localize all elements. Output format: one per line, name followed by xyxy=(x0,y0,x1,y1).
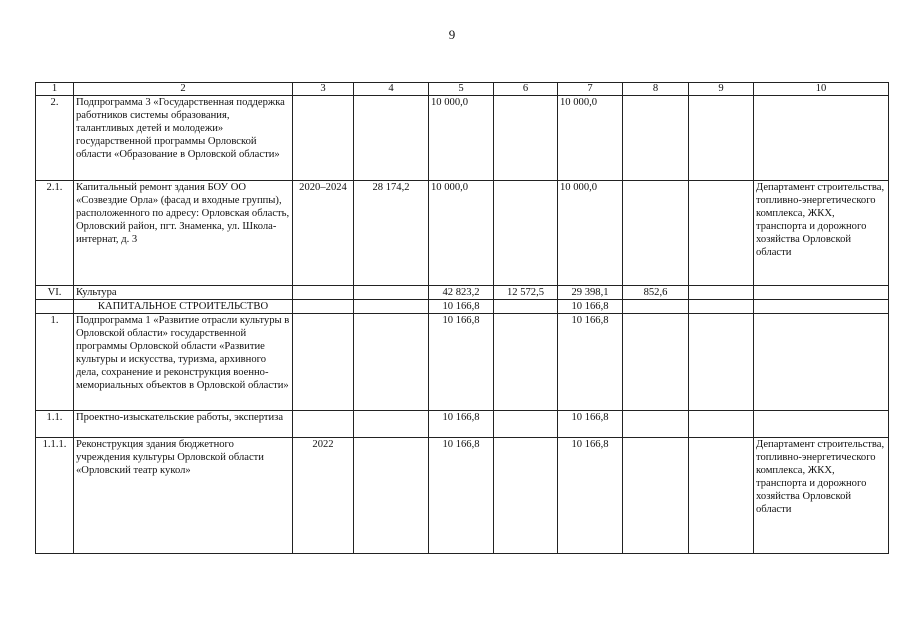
col7-cell: 10 000,0 xyxy=(558,181,623,286)
col5-cell: 42 823,2 xyxy=(429,286,494,300)
years-cell: 2022 xyxy=(293,438,354,554)
col8-cell xyxy=(623,181,689,286)
column-header: 8 xyxy=(623,83,689,96)
col7-cell: 29 398,1 xyxy=(558,286,623,300)
col7-cell: 10 166,8 xyxy=(558,300,623,314)
department-cell: Департамент строительства, топливно-энергетического комплекса, ЖКХ, транспорта и дорожного хозяйства Орловской области xyxy=(754,438,889,554)
item-name: Подпрограмма 1 «Развитие отрасли культуры в Орловской области» государственной программы Орловской области «Развитие культуры и искусства, туризма, архивного дела, сохранение и реконструкция военно-мемориальных объектов в Орловской области» xyxy=(74,314,293,411)
col8-cell xyxy=(623,96,689,181)
item-name: Подпрограмма 3 «Государственная поддержка работников системы образования, талантливых детей и молодежи» государственной программы Орловской области «Образование в Орловской области» xyxy=(74,96,293,181)
item-name: Реконструкция здания бюджетного учреждения культуры Орловской области «Орловский театр кукол» xyxy=(74,438,293,554)
col9-cell xyxy=(689,96,754,181)
table-row xyxy=(36,314,889,411)
col4-cell xyxy=(354,96,429,181)
col4-cell: 28 174,2 xyxy=(354,181,429,286)
col7-cell: 10 000,0 xyxy=(558,96,623,181)
col4-cell xyxy=(354,411,429,438)
department-cell xyxy=(754,411,889,438)
column-header: 7 xyxy=(558,83,623,96)
col9-cell xyxy=(689,411,754,438)
col7-cell: 10 166,8 xyxy=(558,314,623,411)
column-header: 4 xyxy=(354,83,429,96)
col8-cell xyxy=(623,411,689,438)
col5-cell: 10 166,8 xyxy=(429,314,494,411)
row-number: 2. xyxy=(36,96,74,181)
col6-cell xyxy=(494,314,558,411)
col6-cell xyxy=(494,96,558,181)
col9-cell xyxy=(689,314,754,411)
col9-cell xyxy=(689,438,754,554)
col5-cell: 10 166,8 xyxy=(429,300,494,314)
table-row xyxy=(36,286,889,300)
column-header: 10 xyxy=(754,83,889,96)
page-number: 9 xyxy=(448,27,456,42)
row-number: 1. xyxy=(36,314,74,411)
col6-cell xyxy=(494,438,558,554)
col5-cell: 10 000,0 xyxy=(429,96,494,181)
column-header: 3 xyxy=(293,83,354,96)
years-cell: 2020–2024 xyxy=(293,181,354,286)
item-name: Проектно-изыскательские работы, экспертиза xyxy=(74,411,293,438)
col9-cell xyxy=(689,300,754,314)
col6-cell xyxy=(494,181,558,286)
department-cell: Департамент строительства, топливно-энергетического комплекса, ЖКХ, транспорта и дорожного хозяйства Орловской области xyxy=(754,181,889,286)
years-cell xyxy=(293,300,354,314)
item-name: Культура xyxy=(74,286,293,300)
department-cell xyxy=(754,300,889,314)
col8-cell xyxy=(623,300,689,314)
col4-cell xyxy=(354,314,429,411)
row-number: VI. xyxy=(36,286,74,300)
col9-cell xyxy=(689,181,754,286)
col5-cell: 10 166,8 xyxy=(429,411,494,438)
years-cell xyxy=(293,96,354,181)
col6-cell xyxy=(494,411,558,438)
department-cell xyxy=(754,314,889,411)
col8-cell: 852,6 xyxy=(623,286,689,300)
column-header: 2 xyxy=(74,83,293,96)
col5-cell: 10 166,8 xyxy=(429,438,494,554)
department-cell xyxy=(754,96,889,181)
col4-cell xyxy=(354,438,429,554)
col6-cell xyxy=(494,300,558,314)
row-number: 2.1. xyxy=(36,181,74,286)
col7-cell: 10 166,8 xyxy=(558,438,623,554)
column-header: 6 xyxy=(494,83,558,96)
table-row xyxy=(36,181,889,286)
years-cell xyxy=(293,286,354,300)
col5-cell: 10 000,0 xyxy=(429,181,494,286)
row-number: 1.1.1. xyxy=(36,438,74,554)
item-name: Капитальный ремонт здания БОУ ОО «Созвездие Орла» (фасад и входные группы), расположенного по адресу: Орловская область, Орловский район, пгт. Знаменка, ул. Школа-интернат, д. 3 xyxy=(74,181,293,286)
department-cell xyxy=(754,286,889,300)
years-cell xyxy=(293,411,354,438)
column-header: 9 xyxy=(689,83,754,96)
table-row xyxy=(36,96,889,181)
table-row xyxy=(36,411,889,438)
row-number xyxy=(36,300,74,314)
col8-cell xyxy=(623,438,689,554)
col4-cell xyxy=(354,300,429,314)
column-header: 1 xyxy=(36,83,74,96)
table-row xyxy=(36,438,889,554)
col8-cell xyxy=(623,314,689,411)
item-name: КАПИТАЛЬНОЕ СТРОИТЕЛЬСТВО xyxy=(74,300,293,314)
table-header-row xyxy=(36,83,889,96)
column-header: 5 xyxy=(429,83,494,96)
years-cell xyxy=(293,314,354,411)
budget-table xyxy=(35,82,889,554)
row-number: 1.1. xyxy=(36,411,74,438)
col7-cell: 10 166,8 xyxy=(558,411,623,438)
col4-cell xyxy=(354,286,429,300)
col9-cell xyxy=(689,286,754,300)
table-row xyxy=(36,300,889,314)
col6-cell: 12 572,5 xyxy=(494,286,558,300)
